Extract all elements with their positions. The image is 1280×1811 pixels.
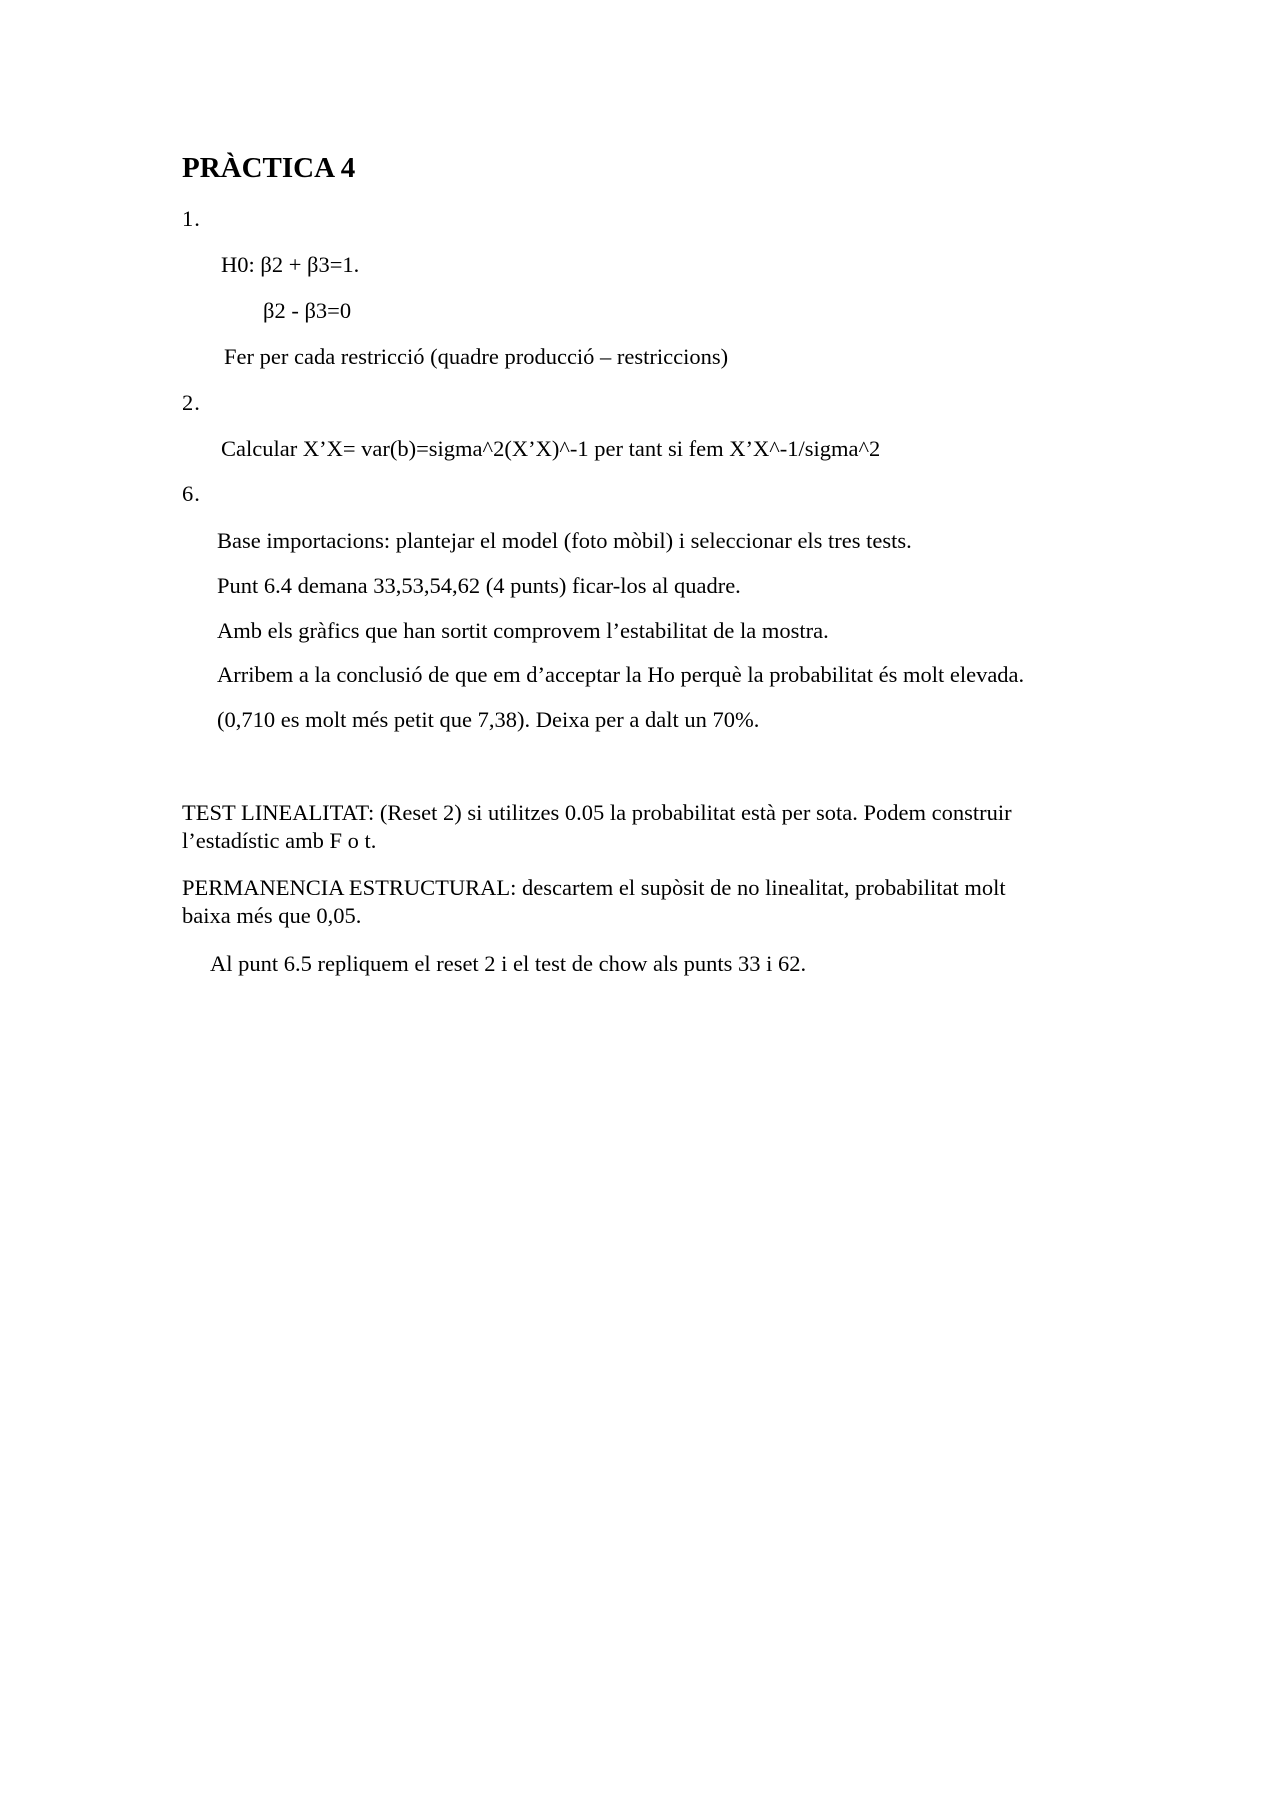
- test-linealitat-line-1: TEST LINEALITAT: (Reset 2) si utilitzes 0.05 la probabilitat està per sota. Podem construir: [182, 800, 1012, 825]
- test-linealitat-line-2: l’estadístic amb F o t.: [182, 828, 377, 853]
- permanencia-line-1: PERMANENCIA ESTRUCTURAL: descartem el supòsit de no linealitat, probabilitat molt: [182, 875, 1006, 900]
- hypothesis-line-2: β2 - β3=0: [263, 298, 352, 323]
- final-line: Al punt 6.5 repliquem el reset 2 i el test de chow als punts 33 i 62.: [210, 951, 807, 976]
- section6-line-3: Amb els gràfics que han sortit comprovem l’estabilitat de la mostra.: [217, 618, 829, 643]
- section2-line: Calcular X’X= var(b)=sigma^2(X’X)^-1 per tant si fem X’X^-1/sigma^2: [221, 436, 881, 461]
- section-number-1: 1.: [182, 206, 201, 231]
- permanencia-line-2: baixa més que 0,05.: [182, 903, 362, 928]
- hypothesis-line-1: H0: β2 + β3=1.: [221, 252, 360, 277]
- section6-line-1: Base importacions: plantejar el model (foto mòbil) i seleccionar els tres tests.: [217, 528, 912, 553]
- section6-line-4: Arribem a la conclusió de que em d’acceptar la Ho perquè la probabilitat és molt elevada.: [217, 662, 1025, 687]
- section-number-2: 2.: [182, 390, 201, 415]
- page-title: PRÀCTICA 4: [182, 152, 356, 184]
- section6-line-5: (0,710 es molt més petit que 7,38). Deixa per a dalt un 70%.: [217, 707, 760, 732]
- section-number-6: 6.: [182, 481, 201, 506]
- section1-note: Fer per cada restricció (quadre producció – restriccions): [224, 344, 729, 369]
- section6-line-2: Punt 6.4 demana 33,53,54,62 (4 punts) ficar-los al quadre.: [217, 573, 741, 598]
